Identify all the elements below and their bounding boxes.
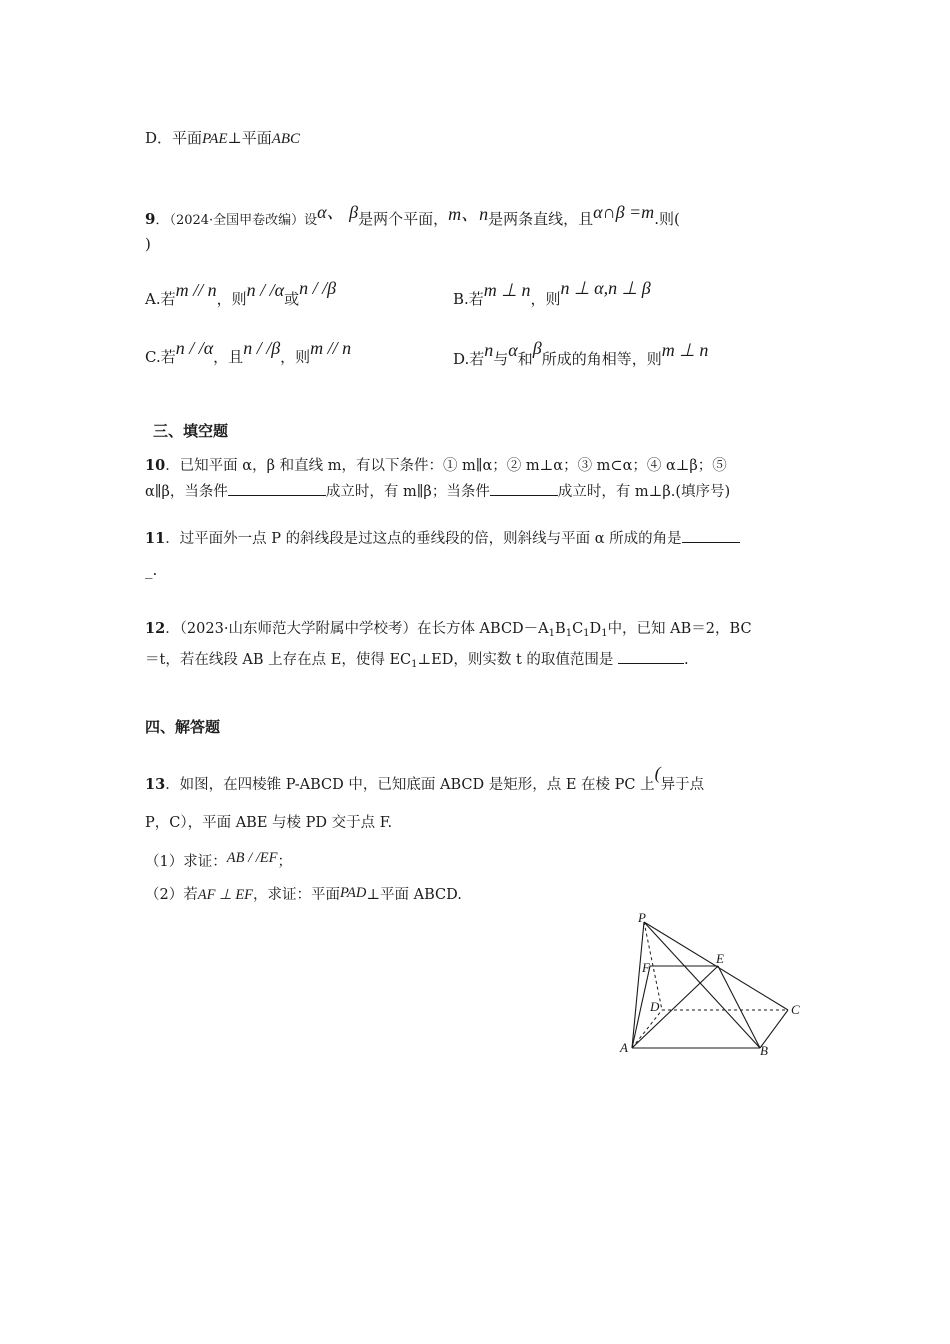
- label-b: B: [760, 1043, 768, 1058]
- edge-pa: [632, 922, 644, 1048]
- label-c: C: [791, 1002, 800, 1017]
- label-d: D: [650, 999, 660, 1014]
- label-e: E: [716, 951, 724, 966]
- edge-eb: [718, 966, 760, 1048]
- q13-sub1: （1）求证：AB / /EF；: [145, 850, 292, 870]
- q9-close: ): [145, 235, 151, 253]
- q10-blank-1[interactable]: [228, 481, 326, 496]
- q9-option-c: C.若n / /α，且n / /β，则m // n: [145, 338, 352, 366]
- q11-line1: 11．过平面外一点 P 的斜线段是过这点的垂线段的倍，则斜线与平面 α 所成的角是: [145, 528, 740, 549]
- q10-line1: 10．已知平面 α，β 和直线 m，有以下条件：① m∥α；② m⊥α；③ m⊂α；④ α⊥β；⑤: [145, 457, 727, 474]
- q9-option-a: A.若m // n，则n / /α或n / /β: [145, 278, 337, 308]
- q13-line1: 13．如图，在四棱锥 P-ABCD 中，已知底面 ABCD 是矩形，点 E 在棱 PC 上(异于点: [145, 763, 705, 793]
- edge-af: [632, 966, 650, 1048]
- section4-title: 四、解答题: [145, 718, 221, 736]
- q9-stem: 9．（2024·全国甲卷改编）设α、 β是两个平面，m、n是两条直线，且α∩β =m.则(: [145, 202, 680, 228]
- edge-ae: [632, 966, 718, 1048]
- q8-option-d: D．平面PAE⊥平面ABC: [145, 129, 301, 147]
- label-a: A: [620, 1040, 628, 1055]
- q10-line2: α∥β，当条件 成立时，有 m∥β；当条件 成立时，有 m⊥β.(填序号): [145, 481, 730, 502]
- q13-sub2: （2）若AF ⊥ EF，求证：平面PAD⊥平面 ABCD.: [145, 885, 462, 903]
- q10-blank-2[interactable]: [490, 481, 558, 496]
- section3-title: 三、填空题: [153, 422, 229, 440]
- q11-line2: _.: [145, 561, 158, 579]
- q9-option-b: B.若m ⊥ n，则n ⊥ α,n ⊥ β: [453, 278, 651, 308]
- q12-blank[interactable]: [618, 649, 684, 664]
- q12-line1: 12．（2023·山东师范大学附属中学校考）在长方体 $ABCD-A_1B_1C_1D_1$中，已知 AB＝2，BC: [145, 620, 752, 639]
- q12-line2: ＝t，若在线段 AB 上存在点 E，使得 $EC_1\perp ED$，则实数 t 的取值范围是 .: [145, 649, 689, 675]
- label-f: F: [642, 960, 650, 975]
- q11-blank[interactable]: [682, 528, 740, 543]
- edge-pb: [644, 922, 760, 1048]
- q13-line2: P，C），平面 ABE 与棱 PD 交于点 F.: [145, 815, 393, 831]
- label-p: P: [638, 910, 646, 925]
- pyramid-figure: [610, 908, 810, 1063]
- q9-option-d: D.若n与α和β所成的角相等，则m ⊥ n: [453, 338, 709, 368]
